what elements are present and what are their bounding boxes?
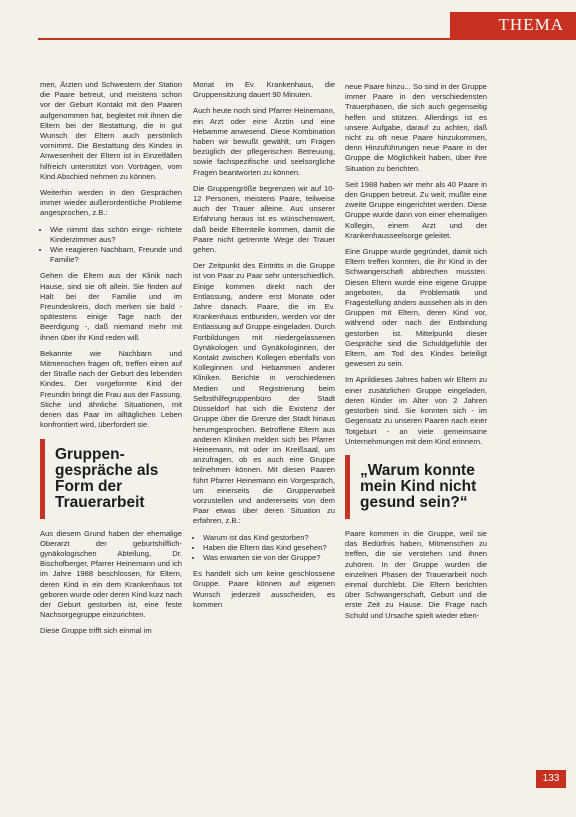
paragraph: Gehen die Eltern aus der Klinik nach Hause, sind sie oft allein. Sie finden auf Halt bei der Familie und im Freundeskreis, doch merken sie bald - spätestens einige Tage nach der Beerdigung -, daß niemand mehr mit ihnen über ihr Kind reden will. (40, 271, 182, 342)
list-item: • Wie reagieren Nachbarn, Freunde und Familie? (50, 245, 182, 265)
paragraph: Eine Gruppe wurde gegründet, damit sich Eltern treffen konnten, die ihr Kind in der Schwangerschaft abbrechen mussten. Diesen Eltern wurde eine eigene Gruppe angeboten, da Problematik und Fragestellung anders aussehen als in den Gruppen mit Eltern, deren Kind vor, während oder nach der Entbindung gestorben ist. Mittelpunkt dieser Gespräche sind die Schuldgefühle der Eltern, am Tod des Kindes beteiligt gewesen zu sein. (345, 247, 487, 369)
paragraph: Auch heute noch sind Pfarrer Heinemann, ein Arzt oder eine Ärztin und eine Hebamme anwesend. Diese Kombination haben wir bewußt gewählt, um Fragen bezüglich der pflegerischen Betreuung, sowie fachspezifische und seelsorgliche Fragen beantworten zu können. (193, 106, 335, 177)
subheading-box (40, 439, 182, 519)
paragraph: neue Paare hinzu... So sind in der Gruppe immer Paare in den verschiedensten Trauerphasen, die sich auch gegenseitig helfen und stützen. Allerdings ist es unsere Aufgabe, darauf zu achten, daß nicht zu oft neue Paare hinzukommen, denn Hinzuführungen neue Paare in der Gruppe die Möglichkeit haben, über ihre Situation zu berichten. (345, 82, 487, 173)
subheading: Gruppen- gespräche als Form der Trauerarbeit (55, 445, 159, 511)
column-2 (193, 80, 335, 616)
paragraph: Bekannte wie Nachbarn und Mitmenschen fragen oft, treffen einen auf der Straße nach der Geburt des lebenden Kindes. Der vorgeformte Kind der Freundin bringt die Frau aus der Fassung. Stiche und ähnliche Situationen, mit denen das Paar im alltäglichen Leben konfrontiert wird, überfordert sie. (40, 348, 182, 430)
question-list (193, 533, 335, 564)
paragraph: Aus diesem Grund haben der ehemalige Oberarzt der geburtshilflich-gynäkologischen Abteilung, Dr. Bischofberger, Pfarrer Heinemann und ich im Jahre 1988 beschlossen, für Eltern, deren Kind in ein dem Krankenhaus tot geboren wurde oder deren Kind kurz nach der Geburt gestorben ist, eine feste Nachsorgegruppe einzurichten. (40, 528, 182, 620)
paragraph: Diese Gruppe trifft sich einmal im (40, 626, 152, 636)
paragraph: Im Aprildieses Jahres haben wir Eltern zu einer zusätzlichen Gruppe eingeladen, deren Kinder im Alter von 2 Jahren gestorben sind. Sie konnten sich - im Gegensatz zu unseren Paaren nach einer Totgeburt - an viele gemeinsame Unternehmungen mit dem Kind erinnern. (345, 375, 487, 446)
page-number: 133 (536, 770, 566, 788)
paragraph: Die Gruppengröße begrenzen wir auf 10-12 Personen, meistens Paare, teilweise auch der Trauer alleine. Aus unserer Erfahrung heraus ist es wünschenswert, daß beide Elternteile kommen, damit die Paare nicht getrennte Wege der Trauer gehen. (193, 183, 335, 255)
paragraph: Seit 1988 haben wir mehr als 40 Paare in den Gruppen betreut. Zu weit, mußte eine zweite Gruppe eingerichtet werden. Diese Gruppe wurde dann von einer ehemaligen Kollegin, einem Arzt und der Krankenhausseelsorge geleitet. (345, 179, 487, 240)
paragraph: Der Zeitpunkt des Eintritts in die Gruppe ist von Paar zu Paar sehr unterschiedlich. Einige kommen direkt nach der Entlassung, andere erst Monate oder Jahre danach. Paare, die im Ev. Krankenhaus entbunden, werden vor der Entlassung auf Gruppe eingeladen. Durch Fortbildungen mit niedergelassenen Gynäkologen und Gynäkologinnen, der Kontakt zwischen Kollegen ebenfalls von Kolleginnen und Hebammen anderer Kliniken. Berichte in verschiedenen Medien und Registrierung beim Selbsthilfegruppenbüro der Stadt Düsseldorf hat sich die Existenz der Gruppe über die Grenze der Stadt hinaus herumgesprochen. Betroffene Eltern aus anderen Kliniken melden sich bei Pfarrer Heinemann, mit oder im Kreißsaal, um anzufragen, ob es auch eine Gruppe teilnehmen können. Mit diesen Paaren führt Pfarrer Heinemann ein Vorgespräch, um einerseits die Gruppenarbeit vorzustellen und andererseits von dem Paar etwas über deren Situation zu erfahren, z.B.: (193, 261, 335, 526)
paragraph: Es handelt sich um keine geschlossene Gruppe. Paare können auf eigenen Wunsch jederzeit ausscheiden, es kommen (193, 569, 335, 609)
header-rule (38, 38, 576, 40)
list-item: • Haben die Eltern das Kind gesehen? (203, 543, 335, 553)
paragraph: men, Ärzten und Schwestern der Station die Paare betreut, und meistens schon vor der Geburt Kontakt mit den Paaren aufgenommen hat, begleitet mit ihnen die Eltern bei der Bestattung, die in gut Wunsch der Eltern auch persönlich vornimmt. Die Bestattung des Kindes in Anwesenheit der Eltern ist in Einzelfällen hilfreich unterstützt von Vorträgen, vom Kind Abschied nehmen zu können. (40, 80, 182, 181)
list-item: • Wie nimmt das schön einge- richtete Kinderzimmer aus? (50, 225, 182, 245)
paragraph: Paare kommen in die Gruppe, weil sie das Bedürfnis haben, Mitmenschen zu treffen, die sie verstehen und ihnen zuhören. In der Gruppe wurden die einzelnen Phasen der Trauerarbeit noch einmal durchlebt. Die Eltern berichten über Schwangerschaft, Geburt und die erste Zeit zu Hause. Die Frage nach Schuld und Ursache spielt wieder eben- (345, 528, 487, 620)
column-1 (40, 80, 182, 643)
section-label: THEMA (450, 12, 576, 38)
subheading: „Warum konnte mein Kind nicht gesund sein?“ (360, 461, 477, 511)
list-item: • Was erwarten sie von der Gruppe? (203, 553, 335, 563)
list-item: • Warum ist das Kind gestorben? (203, 533, 335, 543)
paragraph: Monat im Ev. Krankenhaus, die Gruppensitzung dauert 90 Minuten. (193, 80, 335, 100)
subheading-box (345, 455, 487, 519)
column-3 (345, 82, 487, 627)
paragraph: Weiterhin werden in den Gesprächen immer wieder außerordentliche Probleme angesprochen, z.B.: (40, 188, 182, 218)
question-list (40, 225, 182, 266)
